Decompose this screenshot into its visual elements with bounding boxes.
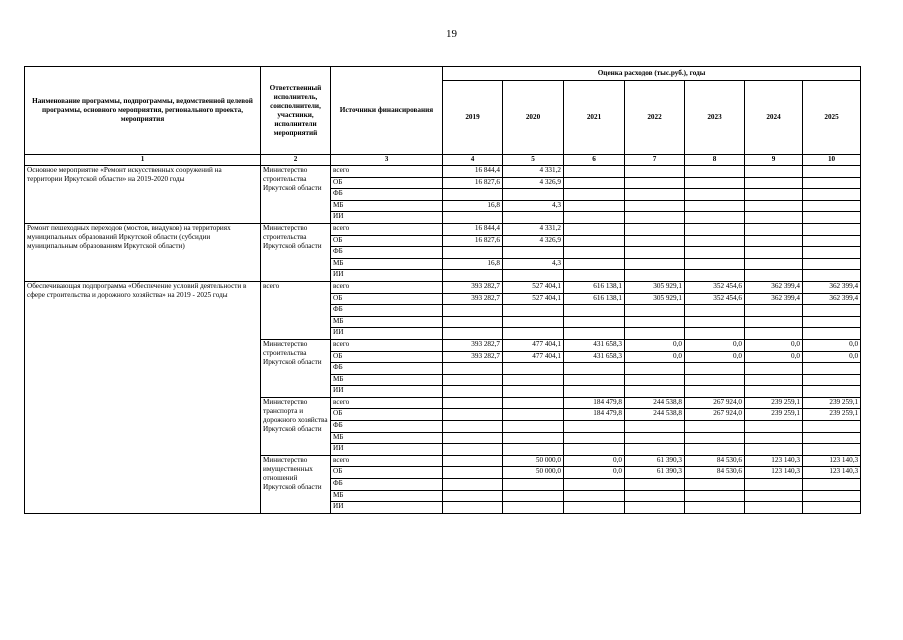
funding-source: МБ xyxy=(331,258,443,270)
funding-source: всего xyxy=(331,223,443,235)
amount-cell xyxy=(803,479,861,491)
amount-cell xyxy=(564,212,625,224)
amount-cell xyxy=(503,316,564,328)
amount-cell: 527 404,1 xyxy=(503,281,564,293)
amount-cell xyxy=(803,247,861,259)
amount-cell xyxy=(625,247,685,259)
amount-cell: 239 259,1 xyxy=(745,397,803,409)
executor-cell: Министерство строительства Иркутской области xyxy=(261,166,331,224)
amount-cell: 352 454,6 xyxy=(685,293,745,305)
amount-cell xyxy=(443,374,503,386)
amount-cell: 352 454,6 xyxy=(685,281,745,293)
amount-cell xyxy=(625,189,685,201)
amount-cell xyxy=(745,363,803,375)
amount-cell: 16,8 xyxy=(443,258,503,270)
amount-cell xyxy=(625,374,685,386)
amount-cell xyxy=(564,200,625,212)
funding-source: ИИ xyxy=(331,502,443,514)
amount-cell xyxy=(625,305,685,317)
amount-cell xyxy=(745,328,803,340)
amount-cell xyxy=(443,305,503,317)
amount-cell: 393 282,7 xyxy=(443,281,503,293)
amount-cell xyxy=(685,363,745,375)
amount-cell xyxy=(625,490,685,502)
amount-cell xyxy=(745,316,803,328)
amount-cell xyxy=(685,223,745,235)
amount-cell xyxy=(564,444,625,456)
executor-cell: всего xyxy=(261,281,331,339)
amount-cell xyxy=(443,432,503,444)
amount-cell: 393 282,7 xyxy=(443,351,503,363)
amount-cell xyxy=(503,397,564,409)
budget-table xyxy=(24,66,861,514)
amount-cell xyxy=(685,258,745,270)
amount-cell xyxy=(564,177,625,189)
amount-cell xyxy=(564,189,625,201)
amount-cell xyxy=(443,363,503,375)
amount-cell: 123 140,3 xyxy=(745,455,803,467)
amount-cell xyxy=(685,421,745,433)
funding-source: ИИ xyxy=(331,270,443,282)
amount-cell: 16 827,6 xyxy=(443,235,503,247)
amount-cell xyxy=(503,270,564,282)
amount-cell xyxy=(803,363,861,375)
amount-cell xyxy=(443,409,503,421)
header-year: 2020 xyxy=(503,81,564,155)
funding-source: всего xyxy=(331,166,443,178)
funding-source: ОБ xyxy=(331,351,443,363)
amount-cell xyxy=(685,212,745,224)
amount-cell: 616 138,1 xyxy=(564,281,625,293)
amount-cell xyxy=(685,235,745,247)
amount-cell xyxy=(745,490,803,502)
amount-cell: 123 140,3 xyxy=(745,467,803,479)
amount-cell xyxy=(625,200,685,212)
amount-cell: 477 404,1 xyxy=(503,351,564,363)
activity-name: Ремонт пешеходных переходов (мостов, виадуков) на территориях муниципальных образований Иркутской области (субсидии муниципальным образованиям Иркутской области) xyxy=(25,223,261,281)
amount-cell: 305 929,1 xyxy=(625,281,685,293)
amount-cell xyxy=(685,386,745,398)
amount-cell xyxy=(685,247,745,259)
amount-cell xyxy=(803,328,861,340)
amount-cell: 0,0 xyxy=(685,339,745,351)
amount-cell xyxy=(745,200,803,212)
amount-cell: 184 479,8 xyxy=(564,397,625,409)
amount-cell xyxy=(625,479,685,491)
amount-cell xyxy=(443,397,503,409)
amount-cell: 0,0 xyxy=(625,339,685,351)
amount-cell xyxy=(503,432,564,444)
amount-cell xyxy=(443,212,503,224)
executor-cell: Министерство транспорта и дорожного хозяйства Иркутской области xyxy=(261,397,331,455)
amount-cell xyxy=(625,328,685,340)
amount-cell xyxy=(564,374,625,386)
amount-cell xyxy=(503,189,564,201)
amount-cell: 0,0 xyxy=(803,351,861,363)
amount-cell: 0,0 xyxy=(625,351,685,363)
amount-cell xyxy=(803,258,861,270)
header-year: 2025 xyxy=(803,81,861,155)
amount-cell: 4 331,2 xyxy=(503,166,564,178)
amount-cell xyxy=(564,258,625,270)
amount-cell xyxy=(625,166,685,178)
executor-cell: Министерство строительства Иркутской области xyxy=(261,223,331,281)
amount-cell: 527 404,1 xyxy=(503,293,564,305)
amount-cell xyxy=(564,421,625,433)
amount-cell xyxy=(745,432,803,444)
amount-cell xyxy=(503,386,564,398)
amount-cell xyxy=(685,177,745,189)
amount-cell xyxy=(564,223,625,235)
amount-cell: 50 000,0 xyxy=(503,455,564,467)
amount-cell: 305 929,1 xyxy=(625,293,685,305)
funding-source: ОБ xyxy=(331,177,443,189)
funding-source: ИИ xyxy=(331,328,443,340)
amount-cell xyxy=(803,502,861,514)
executor-cell: Министерство имущественных отношений Иркутской области xyxy=(261,455,331,513)
amount-cell: 239 259,1 xyxy=(803,409,861,421)
amount-cell xyxy=(745,386,803,398)
column-number: 6 xyxy=(564,155,625,166)
amount-cell: 393 282,7 xyxy=(443,293,503,305)
amount-cell xyxy=(443,444,503,456)
amount-cell xyxy=(745,305,803,317)
amount-cell xyxy=(625,258,685,270)
amount-cell xyxy=(564,305,625,317)
amount-cell xyxy=(745,374,803,386)
amount-cell xyxy=(503,247,564,259)
amount-cell: 16 844,4 xyxy=(443,166,503,178)
amount-cell: 0,0 xyxy=(803,339,861,351)
amount-cell: 16 827,6 xyxy=(443,177,503,189)
amount-cell xyxy=(625,386,685,398)
amount-cell xyxy=(564,363,625,375)
amount-cell xyxy=(803,177,861,189)
amount-cell xyxy=(625,421,685,433)
amount-cell xyxy=(564,235,625,247)
amount-cell xyxy=(685,432,745,444)
amount-cell: 4,3 xyxy=(503,258,564,270)
amount-cell xyxy=(503,421,564,433)
amount-cell: 123 140,3 xyxy=(803,455,861,467)
funding-source: ОБ xyxy=(331,409,443,421)
amount-cell xyxy=(503,409,564,421)
amount-cell xyxy=(443,502,503,514)
amount-cell xyxy=(803,432,861,444)
amount-cell xyxy=(685,444,745,456)
amount-cell xyxy=(685,305,745,317)
funding-source: МБ xyxy=(331,316,443,328)
table-row xyxy=(25,223,861,235)
amount-cell xyxy=(685,270,745,282)
funding-source: МБ xyxy=(331,374,443,386)
amount-cell: 61 390,3 xyxy=(625,455,685,467)
amount-cell xyxy=(443,328,503,340)
column-number: 7 xyxy=(625,155,685,166)
header-year: 2022 xyxy=(625,81,685,155)
amount-cell: 477 404,1 xyxy=(503,339,564,351)
amount-cell xyxy=(803,166,861,178)
funding-source: МБ xyxy=(331,490,443,502)
amount-cell: 4 331,2 xyxy=(503,223,564,235)
amount-cell: 0,0 xyxy=(745,339,803,351)
amount-cell xyxy=(503,502,564,514)
funding-source: ФБ xyxy=(331,189,443,201)
amount-cell xyxy=(745,177,803,189)
amount-cell xyxy=(503,328,564,340)
amount-cell: 244 538,8 xyxy=(625,397,685,409)
amount-cell: 239 259,1 xyxy=(803,397,861,409)
header-executor: Ответственный исполнитель, соисполнители, участники, исполнители мероприятий xyxy=(261,67,331,155)
funding-source: ИИ xyxy=(331,386,443,398)
amount-cell xyxy=(564,316,625,328)
column-number: 1 xyxy=(25,155,261,166)
funding-source: ФБ xyxy=(331,421,443,433)
funding-source: ИИ xyxy=(331,212,443,224)
amount-cell xyxy=(803,316,861,328)
amount-cell xyxy=(443,189,503,201)
amount-cell xyxy=(625,223,685,235)
executor-cell: Министерство строительства Иркутской области xyxy=(261,339,331,397)
amount-cell: 267 924,0 xyxy=(685,409,745,421)
amount-cell xyxy=(443,386,503,398)
amount-cell xyxy=(625,212,685,224)
amount-cell: 244 538,8 xyxy=(625,409,685,421)
column-number: 2 xyxy=(261,155,331,166)
amount-cell: 184 479,8 xyxy=(564,409,625,421)
funding-source: всего xyxy=(331,455,443,467)
amount-cell xyxy=(803,305,861,317)
amount-cell: 4 326,9 xyxy=(503,177,564,189)
amount-cell xyxy=(625,502,685,514)
funding-source: ИИ xyxy=(331,444,443,456)
amount-cell: 84 530,6 xyxy=(685,467,745,479)
activity-name: Обеспечивающая подпрограмма «Обеспечение условий деятельности в сфере строительства и дорожного хозяйства» на 2019 - 2025 годы xyxy=(25,281,261,513)
amount-cell xyxy=(625,316,685,328)
amount-cell: 123 140,3 xyxy=(803,467,861,479)
amount-cell: 393 282,7 xyxy=(443,339,503,351)
amount-cell xyxy=(745,444,803,456)
amount-cell xyxy=(803,223,861,235)
amount-cell xyxy=(803,374,861,386)
funding-source: ОБ xyxy=(331,293,443,305)
amount-cell: 362 399,4 xyxy=(803,293,861,305)
amount-cell: 50 000,0 xyxy=(503,467,564,479)
amount-cell xyxy=(745,189,803,201)
amount-cell xyxy=(745,235,803,247)
amount-cell: 0,0 xyxy=(564,467,625,479)
amount-cell: 4,3 xyxy=(503,200,564,212)
column-number: 9 xyxy=(745,155,803,166)
header-estimate: Оценка расходов (тыс.руб.), годы xyxy=(443,67,861,81)
amount-cell xyxy=(685,374,745,386)
amount-cell xyxy=(503,305,564,317)
amount-cell xyxy=(443,421,503,433)
funding-source: МБ xyxy=(331,432,443,444)
amount-cell xyxy=(803,189,861,201)
amount-cell: 431 658,3 xyxy=(564,339,625,351)
amount-cell xyxy=(803,235,861,247)
amount-cell xyxy=(564,490,625,502)
amount-cell xyxy=(745,212,803,224)
amount-cell xyxy=(564,502,625,514)
amount-cell xyxy=(685,479,745,491)
amount-cell xyxy=(803,421,861,433)
amount-cell: 616 138,1 xyxy=(564,293,625,305)
column-number: 4 xyxy=(443,155,503,166)
amount-cell xyxy=(564,328,625,340)
amount-cell xyxy=(443,479,503,491)
column-number: 3 xyxy=(331,155,443,166)
amount-cell xyxy=(443,316,503,328)
amount-cell xyxy=(685,490,745,502)
amount-cell xyxy=(503,363,564,375)
amount-cell: 4 326,9 xyxy=(503,235,564,247)
amount-cell xyxy=(503,444,564,456)
amount-cell xyxy=(625,235,685,247)
amount-cell xyxy=(685,328,745,340)
amount-cell xyxy=(745,223,803,235)
amount-cell xyxy=(685,166,745,178)
column-number: 10 xyxy=(803,155,861,166)
amount-cell: 0,0 xyxy=(564,455,625,467)
amount-cell xyxy=(443,467,503,479)
column-number: 5 xyxy=(503,155,564,166)
table-row xyxy=(25,166,861,178)
amount-cell xyxy=(443,455,503,467)
amount-cell xyxy=(803,212,861,224)
amount-cell: 0,0 xyxy=(745,351,803,363)
amount-cell: 362 399,4 xyxy=(803,281,861,293)
amount-cell xyxy=(745,258,803,270)
funding-source: всего xyxy=(331,397,443,409)
amount-cell xyxy=(443,490,503,502)
page-number: 19 xyxy=(446,28,457,40)
amount-cell: 16,8 xyxy=(443,200,503,212)
funding-source: ФБ xyxy=(331,479,443,491)
funding-source: МБ xyxy=(331,200,443,212)
header-year: 2021 xyxy=(564,81,625,155)
amount-cell: 267 924,0 xyxy=(685,397,745,409)
header-year: 2019 xyxy=(443,81,503,155)
amount-cell: 362 399,4 xyxy=(745,281,803,293)
amount-cell xyxy=(443,270,503,282)
amount-cell xyxy=(745,166,803,178)
funding-source: ОБ xyxy=(331,235,443,247)
amount-cell xyxy=(503,212,564,224)
amount-cell xyxy=(503,479,564,491)
amount-cell xyxy=(745,479,803,491)
amount-cell: 61 390,3 xyxy=(625,467,685,479)
amount-cell xyxy=(564,270,625,282)
amount-cell xyxy=(564,432,625,444)
amount-cell xyxy=(803,200,861,212)
amount-cell: 362 399,4 xyxy=(745,293,803,305)
amount-cell xyxy=(803,386,861,398)
activity-name: Основное мероприятие «Ремонт искусственных сооружений на территории Иркутской области» на 2019-2020 годы xyxy=(25,166,261,224)
header-year: 2024 xyxy=(745,81,803,155)
amount-cell xyxy=(625,363,685,375)
amount-cell xyxy=(625,432,685,444)
amount-cell xyxy=(564,479,625,491)
amount-cell xyxy=(685,502,745,514)
header-source: Источники финансирования xyxy=(331,67,443,155)
amount-cell xyxy=(745,247,803,259)
column-number: 8 xyxy=(685,155,745,166)
amount-cell xyxy=(503,490,564,502)
amount-cell xyxy=(625,270,685,282)
amount-cell xyxy=(745,502,803,514)
amount-cell xyxy=(803,490,861,502)
funding-source: ФБ xyxy=(331,363,443,375)
table-row xyxy=(25,281,861,293)
funding-source: всего xyxy=(331,339,443,351)
amount-cell: 431 658,3 xyxy=(564,351,625,363)
funding-source: ФБ xyxy=(331,305,443,317)
amount-cell xyxy=(745,270,803,282)
amount-cell xyxy=(745,421,803,433)
amount-cell: 239 259,1 xyxy=(745,409,803,421)
amount-cell xyxy=(625,177,685,189)
funding-source: ОБ xyxy=(331,467,443,479)
header-year: 2023 xyxy=(685,81,745,155)
amount-cell xyxy=(564,386,625,398)
amount-cell xyxy=(685,189,745,201)
header-name: Наименование программы, подпрограммы, ведомственной целевой программы, основного мероприятия, регионального проекта, мероприятия xyxy=(25,67,261,155)
amount-cell: 0,0 xyxy=(685,351,745,363)
amount-cell xyxy=(685,200,745,212)
amount-cell: 16 844,4 xyxy=(443,223,503,235)
amount-cell xyxy=(564,166,625,178)
amount-cell xyxy=(443,247,503,259)
amount-cell xyxy=(803,270,861,282)
funding-source: ФБ xyxy=(331,247,443,259)
amount-cell xyxy=(685,316,745,328)
amount-cell: 84 530,6 xyxy=(685,455,745,467)
amount-cell xyxy=(625,444,685,456)
amount-cell xyxy=(803,444,861,456)
amount-cell xyxy=(503,374,564,386)
funding-source: всего xyxy=(331,281,443,293)
amount-cell xyxy=(564,247,625,259)
